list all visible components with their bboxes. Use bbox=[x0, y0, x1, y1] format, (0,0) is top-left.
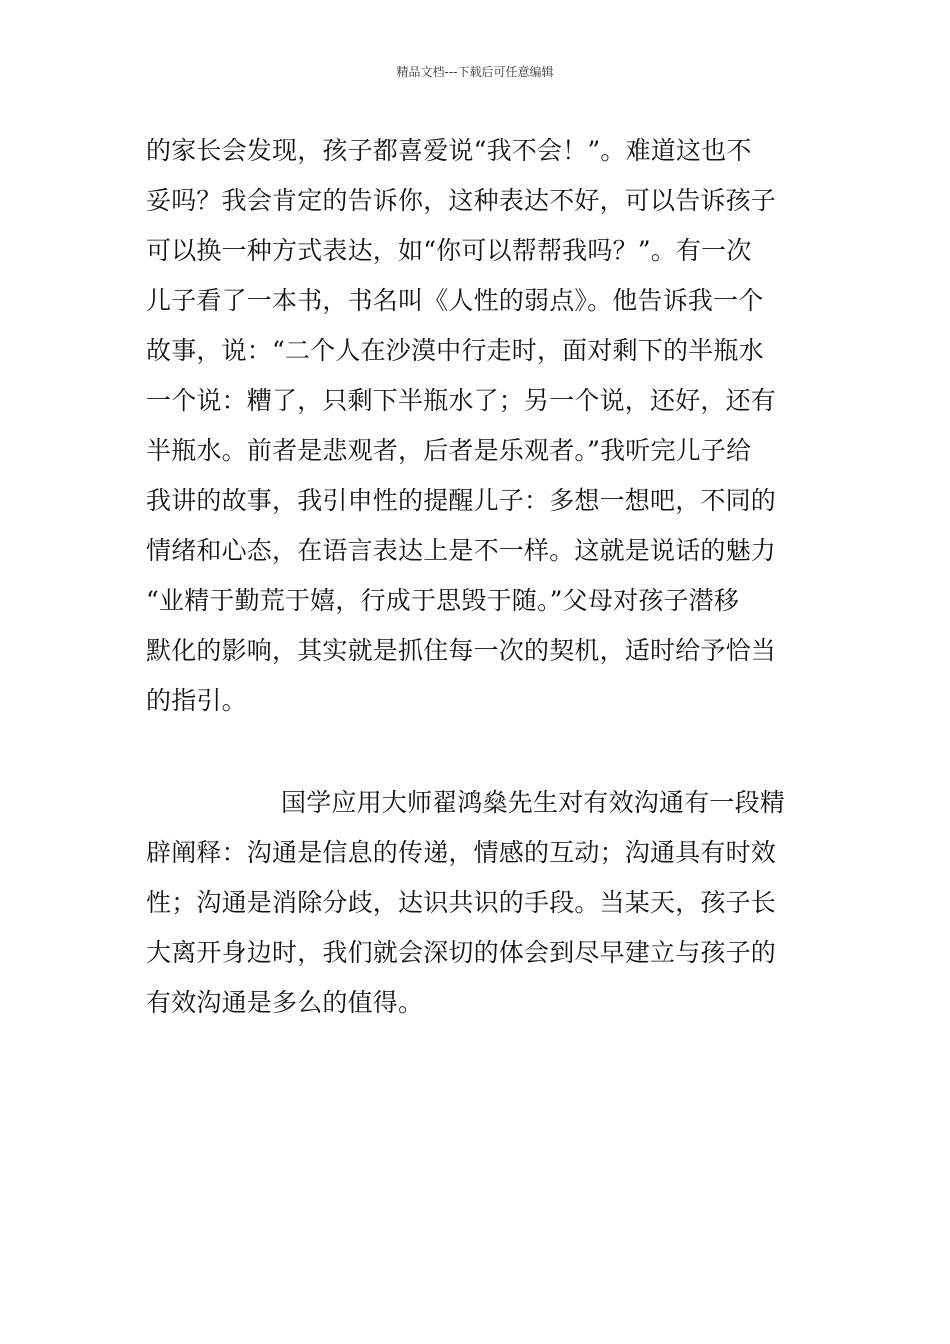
text-line: 辟阐释：沟通是信息的传递，情感的互动；沟通具有时效 bbox=[146, 838, 777, 867]
text-line: 默化的影响，其实就是抓住每一次的契机，适时给予恰当 bbox=[146, 636, 777, 665]
page-header: 精品文档---下载后可任意编辑 bbox=[396, 65, 554, 79]
text-line: 我讲的故事，我引申性的提醒儿子：多想一想吧，不同的 bbox=[146, 486, 777, 515]
text-line: 性；沟通是消除分歧，达识共识的手段。当某天，孩子长 bbox=[146, 888, 777, 917]
text-line: “业精于勤荒于嬉，行成于思毁于随。”父母对孩子潜移 bbox=[146, 586, 740, 615]
text-line: 一个说：糟了，只剩下半瓶水了；另一个说，还好，还有 bbox=[146, 386, 777, 415]
text-line: 儿子看了一本书，书名叫《人性的弱点》。他告诉我一个 bbox=[146, 286, 764, 315]
text-line: 的指引。 bbox=[146, 686, 247, 715]
paragraph-spacer bbox=[146, 726, 806, 778]
document-body bbox=[146, 126, 806, 1028]
text-line: 的家长会发现，孩子都喜爱说“我不会！”。难道这也不 bbox=[146, 136, 752, 165]
text-line: 大离开身边时，我们就会深切的体会到尽早建立与孩子的 bbox=[146, 938, 777, 967]
paragraph-2 bbox=[146, 778, 806, 1028]
text-line-indented: 国学应用大师翟鸿燊先生对有效沟通有一段精 bbox=[281, 788, 786, 817]
text-line: 半瓶水。前者是悲观者，后者是乐观者。”我听完儿子给 bbox=[146, 436, 752, 465]
text-line: 可以换一种方式表达，如“你可以帮帮我吗？”。有一次 bbox=[146, 236, 752, 265]
paragraph-1 bbox=[146, 126, 806, 726]
text-line: 妥吗？我会肯定的告诉你，这种表达不好，可以告诉孩子 bbox=[146, 186, 777, 215]
text-line: 有效沟通是多么的值得。 bbox=[146, 988, 424, 1017]
text-line: 情绪和心态，在语言表达上是不一样。这就是说话的魅力 bbox=[146, 536, 777, 565]
text-line: 故事，说：“二个人在沙漠中行走时，面对剩下的半瓶水 bbox=[146, 336, 764, 365]
